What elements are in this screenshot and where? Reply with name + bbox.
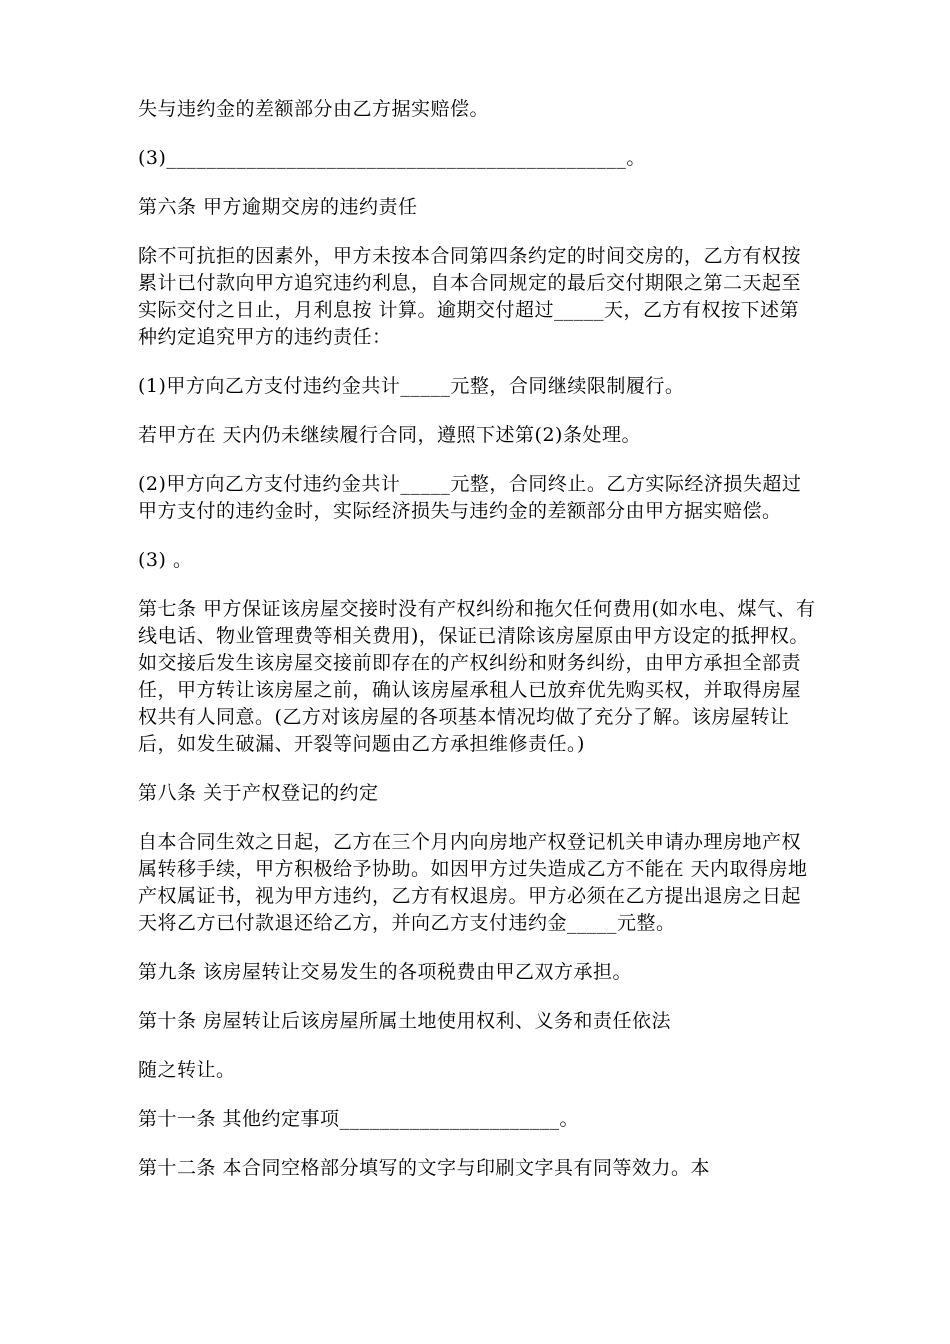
article-8-heading: 第八条 关于产权登记的约定 [138, 782, 379, 804]
article-6-item-1: (1)甲方向乙方支付违约金共计_____元整，合同继续限制履行。 [138, 375, 685, 397]
article-8-body: 自本合同生效之日起，乙方在三个月内向房地产权登记机关申请办理房地产权属转移手续，甲方积极给予协助。如因甲方过失造成乙方不能在 天内取得房地产权属证书，视为甲方违约，乙方有权退房。甲方必须在乙方提出退房之日起 天将乙方已付款退还给乙方，并向乙方支付违约金_____元整。 [138, 831, 808, 934]
article-12-body: 第十二条 本合同空格部分填写的文字与印刷文字具有同等效力。本 [138, 1157, 711, 1179]
article-6-item-3: (3) 。 [138, 549, 193, 571]
article-10-body: 第十条 房屋转让后该房屋所属土地使用权利、义务和责任依法 [138, 1010, 672, 1032]
article-10-continuation: 随之转让。 [138, 1059, 236, 1081]
article-6-heading: 第六条 甲方逾期交房的违约责任 [138, 196, 418, 218]
article-9-body: 第九条 该房屋转让交易发生的各项税费由甲乙双方承担。 [138, 961, 633, 983]
article-11-body: 第十一条 其他约定事项______________________。 [138, 1108, 580, 1130]
article-6-body: 除不可抗拒的因素外，甲方未按本合同第四条约定的时间交房的，乙方有权按累计已付款向甲方追究违约利息，自本合同规定的最后交付期限之第二天起至实际交付之日止，月利息按 计算。逾期交付超过_____天，乙方有权按下述第 种约定追究甲方的违约责任： [138, 245, 806, 348]
paragraph-continuation: 失与违约金的差额部分由乙方据实赔偿。 [138, 98, 490, 120]
paragraph-item-3-blank: (3)______________________________________________。 [138, 147, 646, 169]
article-6-condition: 若甲方在 天内仍未继续履行合同，遵照下述第(2)条处理。 [138, 424, 641, 446]
article-7-body: 第七条 甲方保证该房屋交接时没有产权纠纷和拖欠任何费用(如水电、煤气、有线电话、物业管理费等相关费用)，保证已清除该房屋原由甲方设定的抵押权。如交接后发生该房屋交接前即存在的产权纠纷和财务纠纷，由甲方承担全部责任，甲方转让该房屋之前，确认该房屋承租人已放弃优先购买权，并取得房屋权共有人同意。(乙方对该房屋的各项基本情况均做了充分了解。该房屋转让后，如发生破漏、开裂等问题由乙方承担维修责任。) [138, 598, 816, 755]
document-page [138, 96, 818, 1204]
article-6-item-2: (2)甲方向乙方支付违约金共计_____元整，合同终止。乙方实际经济损失超过甲方支付的违约金时，实际经济损失与违约金的差额部分由甲方据实赔偿。 [138, 473, 802, 522]
